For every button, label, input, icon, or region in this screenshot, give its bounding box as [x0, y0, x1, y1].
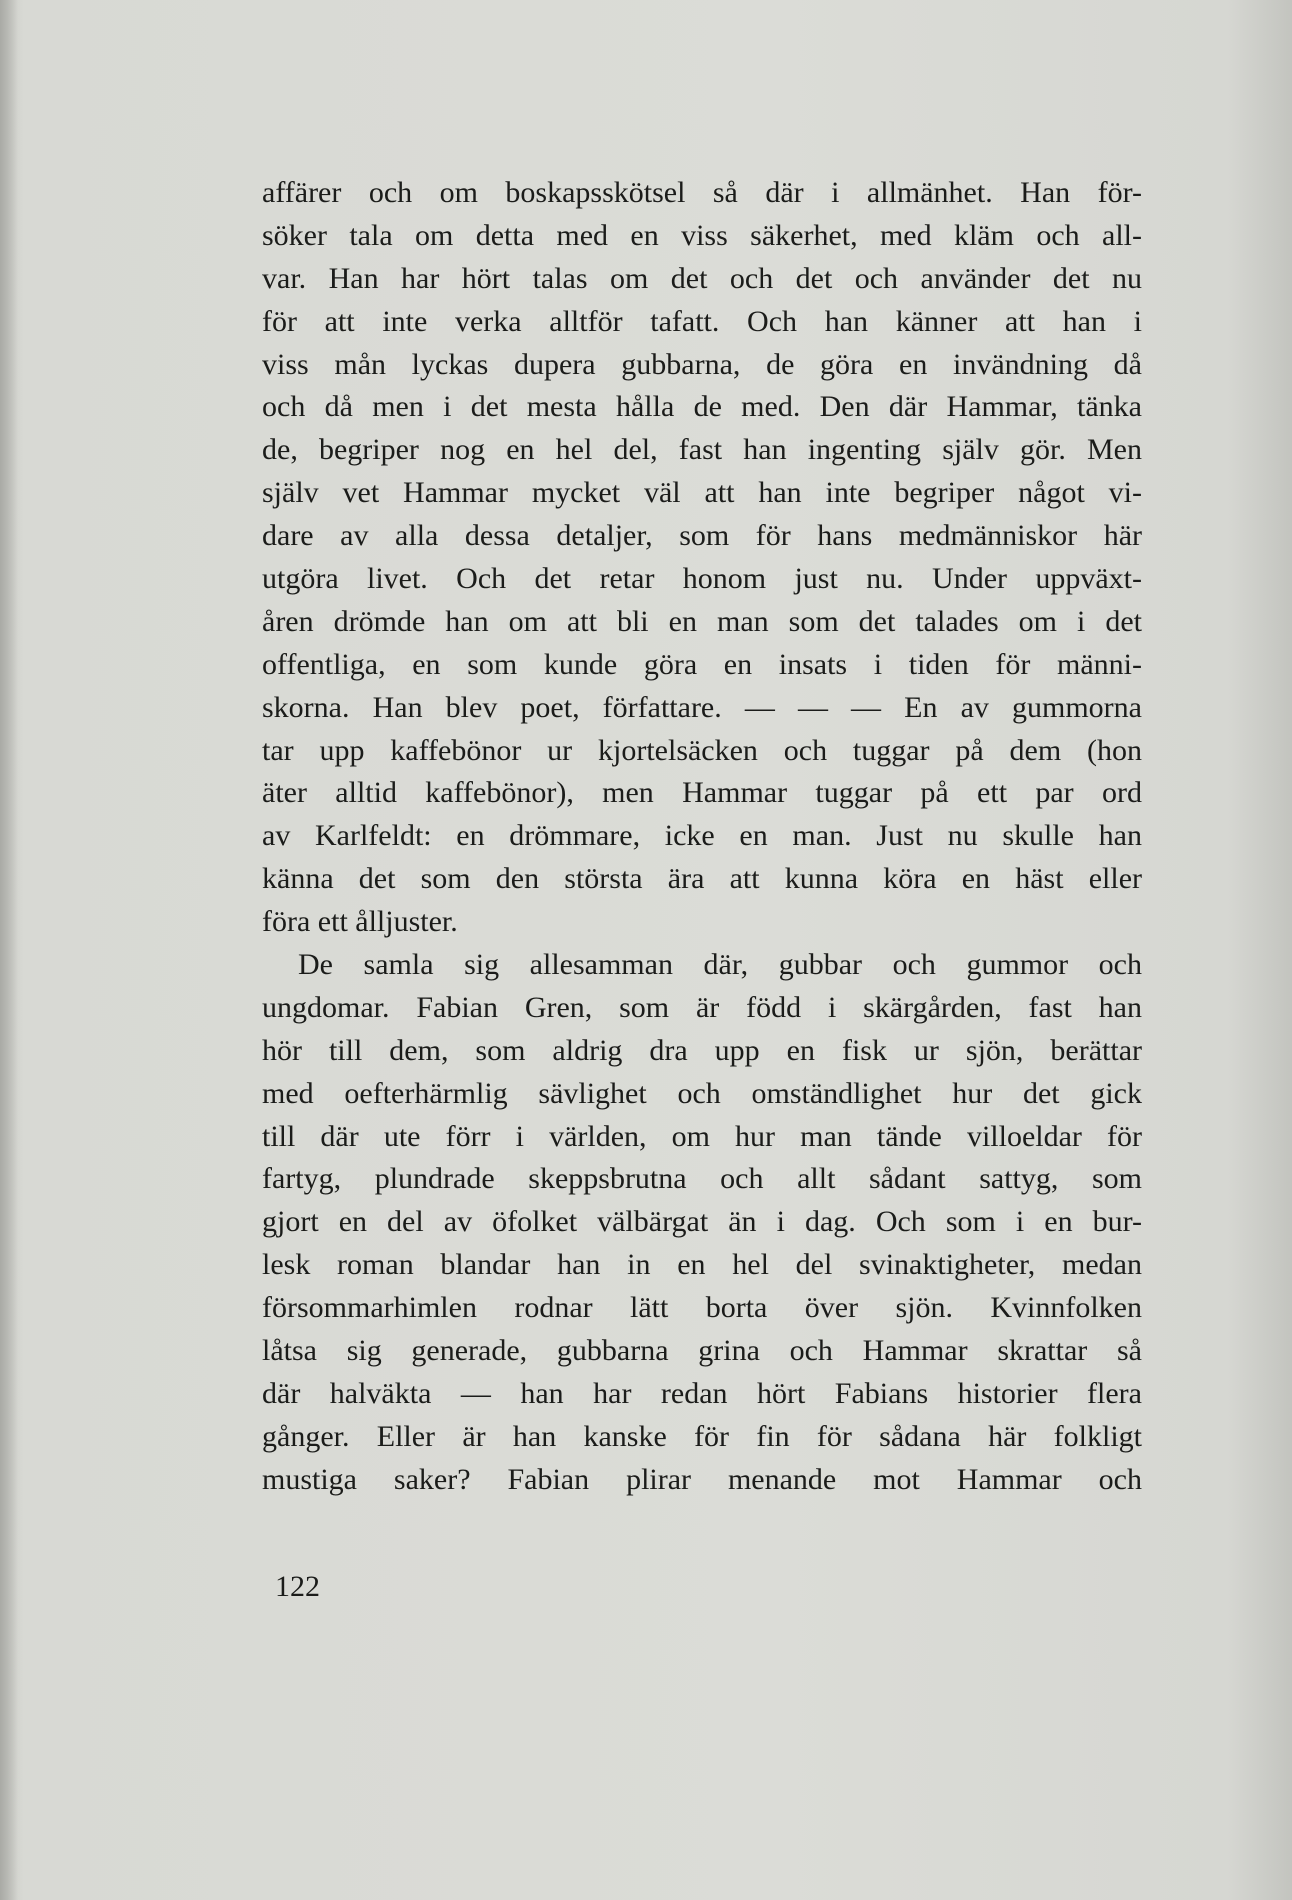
page-gutter-shadow [0, 0, 18, 1900]
text-line: söker tala om detta med en viss säkerhet, med kläm och all- [262, 218, 1142, 252]
text-line: där halväkta — han har redan hört Fabians historier flera [262, 1376, 1142, 1410]
paragraph [262, 172, 1142, 944]
text-line: fartyg, plundrade skeppsbrutna och allt sådant sattyg, som [262, 1162, 1142, 1196]
text-line: viss mån lyckas dupera gubbarna, de göra en invändning då [262, 347, 1142, 381]
text-line: gjort en del av öfolket välbärgat än i dag. Och som i en bur- [262, 1205, 1142, 1239]
text-line: tar upp kaffebönor ur kjortelsäcken och tuggar på dem (hon [262, 733, 1142, 767]
text-line: för att inte verka alltför tafatt. Och han känner att han i [262, 304, 1142, 338]
text-line: av Karlfeldt: en drömmare, icke en man. Just nu skulle han [262, 819, 1142, 853]
text-line: gånger. Eller är han kanske för fin för sådana här folkligt [262, 1419, 1142, 1453]
text-line: känna det som den största ära att kunna köra en häst eller [262, 862, 1142, 896]
page-number: 122 [275, 1570, 320, 1603]
text-line: försommarhimlen rodnar lätt borta över sjön. Kvinnfolken [262, 1291, 1142, 1325]
text-line: låtsa sig generade, gubbarna grina och Hammar skrattar så [262, 1334, 1142, 1368]
body-text [262, 172, 1142, 1502]
text-line: mustiga saker? Fabian plirar menande mot Hammar och [262, 1462, 1142, 1496]
text-line: utgöra livet. Och det retar honom just nu. Under uppväxt- [262, 562, 1142, 596]
text-line: och då men i det mesta hålla de med. Den där Hammar, tänka [262, 390, 1142, 424]
text-line: föra ett ålljuster. [262, 905, 458, 939]
text-line: hör till dem, som aldrig dra upp en fisk ur sjön, berättar [262, 1033, 1142, 1067]
text-line: äter alltid kaffebönor), men Hammar tuggar på ett par ord [262, 776, 1142, 810]
text-line: offentliga, en som kunde göra en insats i tiden för männi- [262, 647, 1142, 681]
text-line: de, begriper nog en hel del, fast han ingenting själv gör. Men [262, 433, 1142, 467]
text-line: till där ute förr i världen, om hur man tände villoeldar för [262, 1119, 1142, 1153]
text-line: affärer och om boskapsskötsel så där i allmänhet. Han för- [262, 176, 1142, 209]
text-line: dare av alla dessa detaljer, som för hans medmänniskor här [262, 519, 1142, 553]
text-line: var. Han har hört talas om det och det och använder det nu [262, 261, 1142, 295]
text-line: De samla sig allesamman där, gubbar och gummor och [298, 948, 1142, 982]
text-line: ungdomar. Fabian Gren, som är född i skärgården, fast han [262, 990, 1142, 1024]
text-line: skorna. Han blev poet, författare. — — — En av gummorna [262, 690, 1142, 724]
paragraph [262, 944, 1142, 1502]
text-line: själv vet Hammar mycket väl att han inte begriper något vi- [262, 476, 1142, 510]
text-line: åren drömde han om att bli en man som det talades om i det [262, 604, 1142, 638]
text-line: lesk roman blandar han in en hel del svinaktigheter, medan [262, 1248, 1142, 1282]
text-line: med oefterhärmlig sävlighet och omständlighet hur det gick [262, 1076, 1142, 1110]
